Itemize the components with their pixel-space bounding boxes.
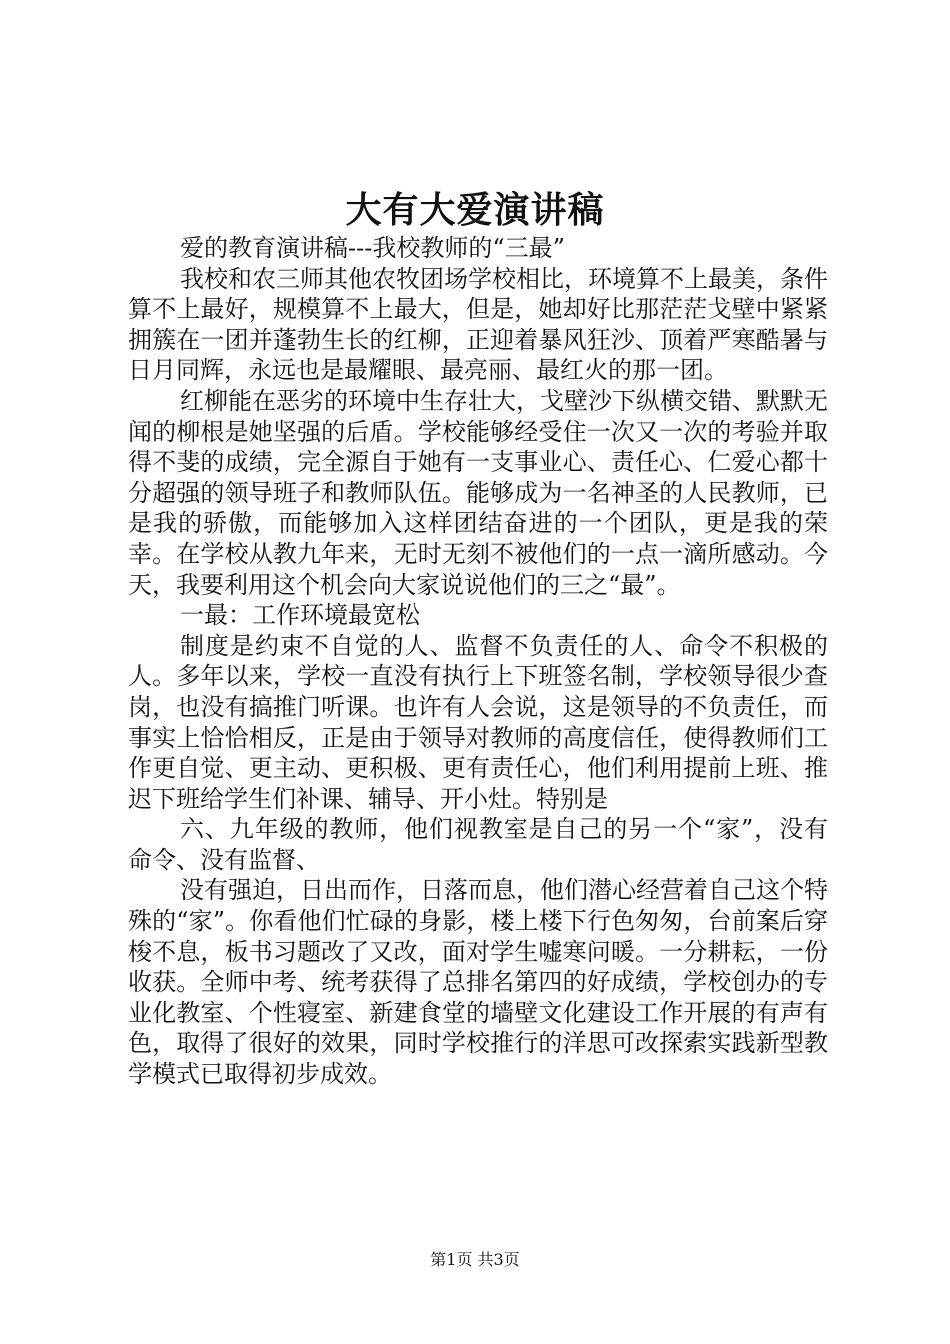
paragraph: 六、九年级的教师，他们视教室是自己的另一个“家”，没有命令、没有监督、 xyxy=(128,815,828,874)
page-footer: 第1页 共3页 xyxy=(430,1250,520,1269)
section-heading: 一最：工作环境最宽松 xyxy=(180,601,420,630)
paragraph: 没有强迫，日出而作，日落而息，他们潜心经营着自己这个特殊的“家”。你看他们忙碌的身影，楼上楼下行色匆匆，台前案后穿梭不息，板书习题改了又改，面对学生嘘寒问暖。一分耕耘，一份收获。全师中考、统考获得了总排名第四的好成绩，学校创办的专业化教室、个性寝室、新建食堂的墙壁文化建设工作开展的有声有色，取得了很好的效果，同时学校推行的洋思可改探索实践新型教学模式已取得初步成效。 xyxy=(128,876,828,1089)
paragraph: 制度是约束不自觉的人、监督不负责任的人、命令不积极的人。多年以来，学校一直没有执行上下班签名制，学校领导很少查岗，也没有搞推门听课。也许有人会说，这是领导的不负责任，而事实上恰恰相反，正是由于领导对教师的高度信任，使得教师们工作更自觉、更主动、更积极、更有责任心，他们利用提前上班、推迟下班给学生们补课、辅导、开小灶。特别是 xyxy=(128,631,828,813)
document-body xyxy=(128,233,828,1090)
paragraph-subtitle: 爱的教育演讲稿---我校教师的“三最” xyxy=(180,234,565,262)
paragraph: 我校和农三师其他农牧团场学校相比，环境算不上最美，条件算不上最好，规模算不上最大，但是，她却好比那茫茫戈壁中紧紧拥簇在一团并蓬勃生长的红柳，正迎着暴风狂沙、顶着严寒酷暑与日月同辉，永远也是最耀眼、最亮丽、最红火的那一团。 xyxy=(128,264,828,385)
paragraph: 红柳能在恶劣的环境中生存壮大，戈壁沙下纵横交错、默默无闻的柳根是她坚强的后盾。学校能够经受住一次又一次的考验并取得不斐的成绩，完全源自于她有一支事业心、责任心、仁爱心都十分超强的领导班子和教师队伍。能够成为一名神圣的人民教师，已是我的骄傲，而能够加入这样团结奋进的一个团队，更是我的荣幸。在学校从教九年来，无时无刻不被他们的一点一滴所感动。今天，我要利用这个机会向大家说说他们的三之“最”。 xyxy=(128,386,828,599)
document-title: 大有大爱演讲稿 xyxy=(345,189,605,231)
